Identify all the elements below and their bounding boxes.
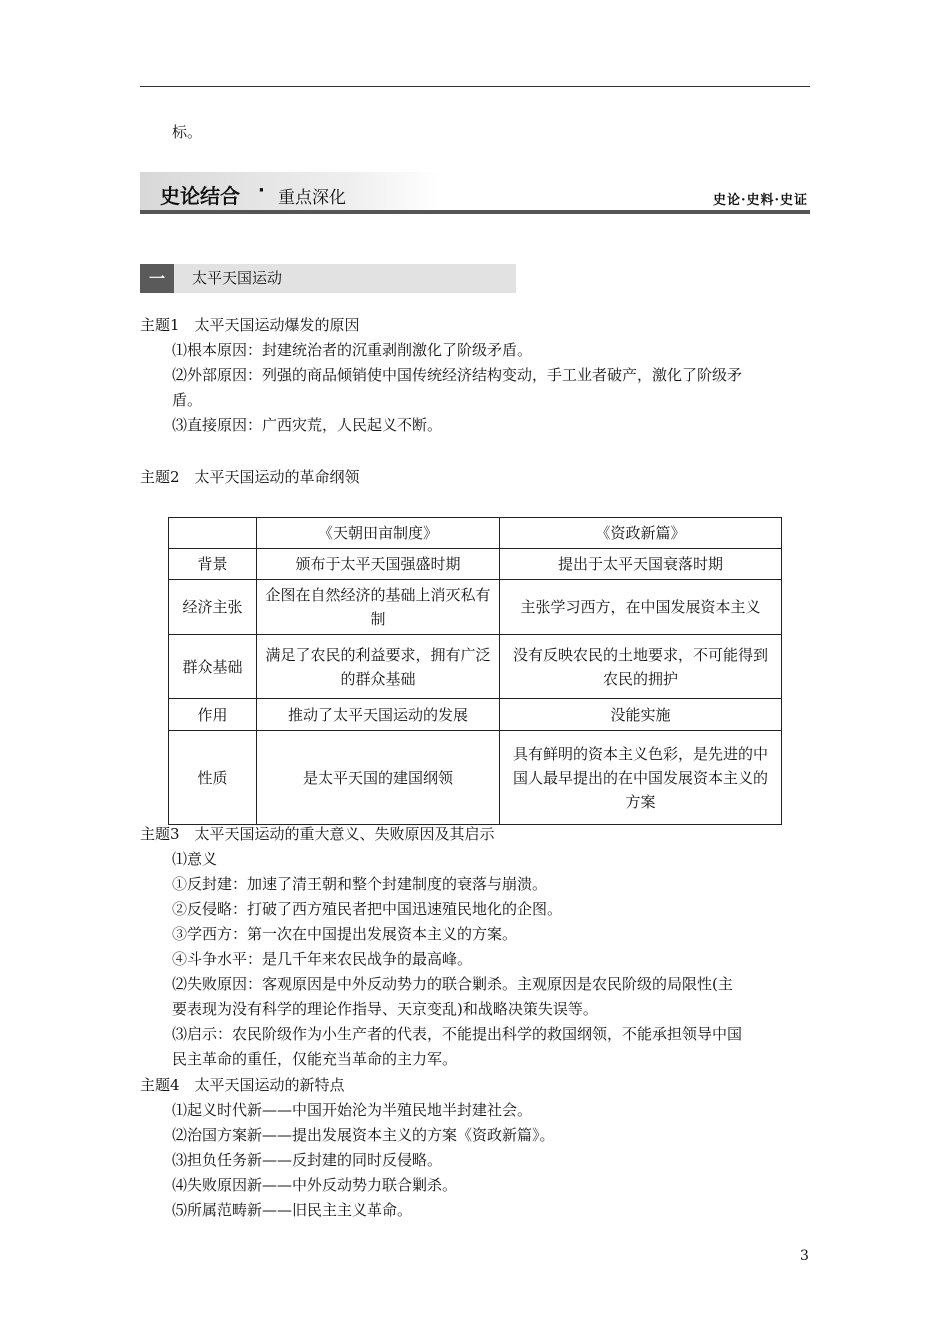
topic4-line: ⑵治国方案新——提出发展资本主义的方案《资政新篇》。 bbox=[172, 1126, 555, 1144]
table-cell: 是太平天国的建国纲领 bbox=[257, 731, 500, 825]
table-header-cell bbox=[169, 518, 257, 549]
banner-right-label: 史论·史料·史证 bbox=[712, 193, 808, 208]
table-cell: 主张学习西方，在中国发展资本主义 bbox=[500, 580, 782, 635]
top-rule bbox=[140, 86, 810, 87]
topic1-heading: 主题1 太平天国运动爆发的原因 bbox=[140, 316, 360, 334]
topic4-line: ⑷失败原因新——中外反动势力联合剿杀。 bbox=[172, 1176, 458, 1194]
topic3-line: ⑶启示：农民阶级作为小生产者的代表，不能提出科学的救国纲领，不能承担领导中国 bbox=[172, 1025, 743, 1043]
table-header-cell: 《天朝田亩制度》 bbox=[257, 518, 500, 549]
table-row bbox=[169, 699, 782, 731]
table-header-cell: 《资政新篇》 bbox=[500, 518, 782, 549]
program-comparison-table bbox=[168, 517, 782, 825]
table-cell: 提出于太平天国衰落时期 bbox=[500, 549, 782, 580]
table-cell: 作用 bbox=[169, 699, 257, 731]
banner-subtitle: 重点深化 bbox=[278, 188, 346, 208]
subsection-title: 太平天国运动 bbox=[192, 269, 283, 287]
table-cell: 性质 bbox=[169, 731, 257, 825]
table-cell: 具有鲜明的资本主义色彩，是先进的中国人最早提出的在中国发展资本主义的方案 bbox=[500, 731, 782, 825]
table-row bbox=[169, 549, 782, 580]
table-cell: 没有反映农民的土地要求，不可能得到农民的拥护 bbox=[500, 635, 782, 699]
topic3-line: ③学西方：第一次在中国提出发展资本主义的方案。 bbox=[172, 925, 518, 943]
topic3-line: ⑴意义 bbox=[172, 850, 218, 868]
page-number: 3 bbox=[800, 1248, 809, 1264]
topic3-line: ①反封建：加速了清王朝和整个封建制度的衰落与崩溃。 bbox=[172, 875, 548, 893]
topic1-line: ⑵外部原因：列强的商品倾销使中国传统经济结构变动，手工业者破产，激化了阶级矛 bbox=[172, 366, 743, 384]
table-header-row bbox=[169, 518, 782, 549]
topic3-line: ②反侵略：打破了西方殖民者把中国迅速殖民地化的企图。 bbox=[172, 900, 563, 918]
topic1-line: 盾。 bbox=[172, 391, 203, 409]
table-cell: 满足了农民的利益要求，拥有广泛的群众基础 bbox=[257, 635, 500, 699]
table-cell: 没能实施 bbox=[500, 699, 782, 731]
banner-title: 史论结合 bbox=[160, 184, 240, 208]
topic1-line: ⑴根本原因：封建统治者的沉重剥削激化了阶级矛盾。 bbox=[172, 341, 533, 359]
topic4-line: ⑶担负任务新——反封建的同时反侵略。 bbox=[172, 1151, 443, 1169]
topic4-line: ⑴起义时代新——中国开始沦为半殖民地半封建社会。 bbox=[172, 1101, 533, 1119]
table-cell: 背景 bbox=[169, 549, 257, 580]
topic3-line: ④斗争水平：是几千年来农民战争的最高峰。 bbox=[172, 950, 473, 968]
table-cell: 推动了太平天国运动的发展 bbox=[257, 699, 500, 731]
banner-dot: · bbox=[258, 180, 265, 201]
topic3-heading: 主题3 太平天国运动的重大意义、失败原因及其启示 bbox=[140, 825, 495, 843]
topic4-line: ⑸所属范畴新——旧民主主义革命。 bbox=[172, 1201, 413, 1219]
topic1-line: ⑶直接原因：广西灾荒，人民起义不断。 bbox=[172, 416, 443, 434]
topic2-heading: 主题2 太平天国运动的革命纲领 bbox=[140, 468, 360, 486]
table-row bbox=[169, 731, 782, 825]
subsection-number: 一 bbox=[140, 264, 174, 293]
section-banner bbox=[140, 172, 810, 212]
table-row bbox=[169, 580, 782, 635]
continuation-text: 标。 bbox=[172, 123, 203, 141]
topic3-line: ⑵失败原因：客观原因是中外反动势力的联合剿杀。主观原因是农民阶级的局限性(主 bbox=[172, 975, 733, 993]
topic3-line: 民主革命的重任，仅能充当革命的主力军。 bbox=[172, 1050, 458, 1068]
table-cell: 群众基础 bbox=[169, 635, 257, 699]
table-cell: 经济主张 bbox=[169, 580, 257, 635]
subsection-header bbox=[140, 264, 516, 293]
topic3-line: 要表现为没有科学的理论作指导、天京变乱)和战略决策失误等。 bbox=[172, 1000, 598, 1018]
table-cell: 颁布于太平天国强盛时期 bbox=[257, 549, 500, 580]
table-row bbox=[169, 635, 782, 699]
table-cell: 企图在自然经济的基础上消灭私有制 bbox=[257, 580, 500, 635]
topic4-heading: 主题4 太平天国运动的新特点 bbox=[140, 1076, 345, 1094]
banner-underline bbox=[140, 210, 810, 214]
